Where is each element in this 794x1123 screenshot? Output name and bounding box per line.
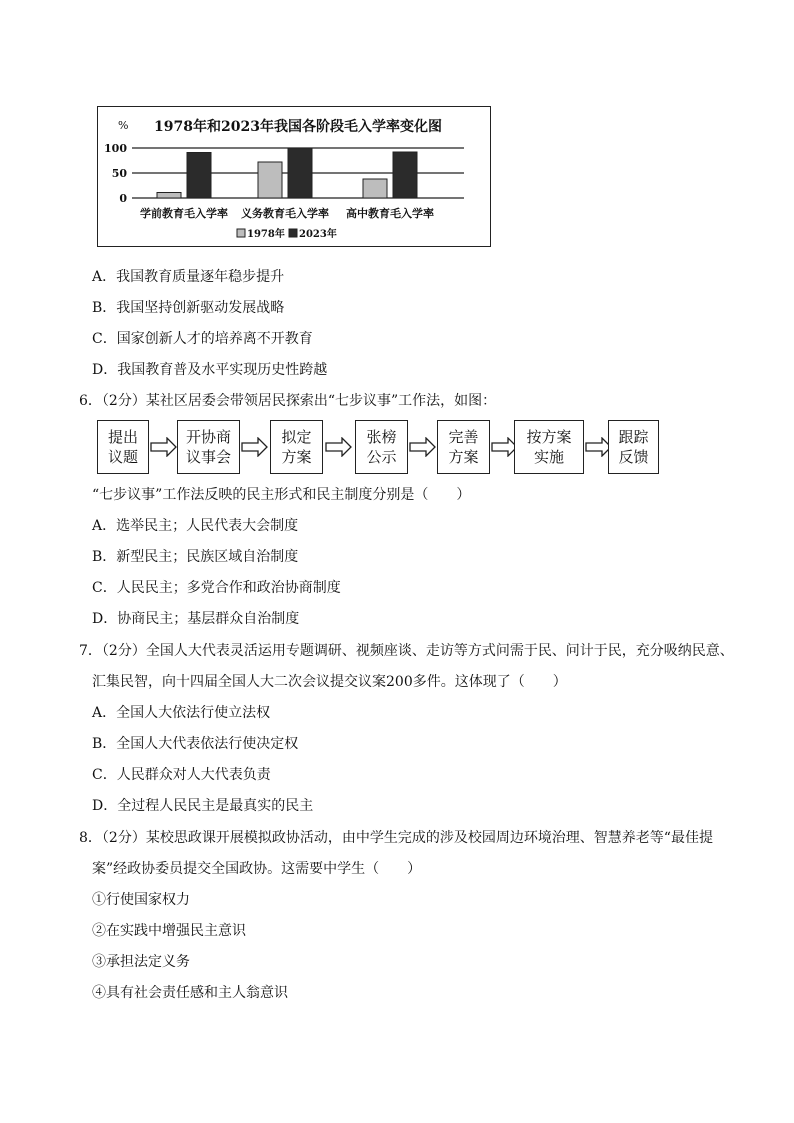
q7-option-a[interactable]: A．全国人大依法行使立法权 [92,705,271,721]
q7-stem-line2: 汇集民智，向十四届全国人大二次会议提交议案200多件。这体现了（ ） [92,674,567,690]
flow-arrow-1 [150,437,177,457]
flow-step-6 [514,420,584,474]
q7-option-c[interactable]: C．人民群众对人大代表负责 [92,767,271,783]
flow-step-5 [437,420,490,474]
flow-step-5-line2: 方案 [448,448,479,466]
flow-step-1-line1: 提出 [107,428,138,446]
bar-1978-2 [258,162,282,198]
q6-option-d[interactable]: D．协商民主；基层群众自治制度 [92,611,300,627]
legend-label: 1978年 [247,229,285,240]
q5-option-a[interactable]: A．我国教育质量逐年稳步提升 [92,269,285,285]
q8-item-3: ③承担法定义务 [92,954,190,970]
chart-title: 1978年和2023年我国各阶段毛入学率变化图 [154,119,442,135]
bar-2023-3 [393,152,417,198]
q7-stem-line1: 7．（2分）全国人大代表灵活运用专题调研、视频座谈、走访等方式问需于民、问计于民，充分吸纳民意、 [79,643,734,659]
flow-step-7 [608,420,659,474]
flow-step-2-line1: 开协商 [185,428,231,446]
flow-step-5-line1: 完善 [448,428,479,446]
bar-2023-2 [288,148,312,198]
q6-question: “七步议事”工作法反映的民主形式和民主制度分别是（ ） [92,487,471,503]
legend-swatch [289,229,297,237]
flow-step-1-line2: 议题 [107,448,138,466]
bar-1978-1 [157,193,181,199]
chart-svg [98,107,492,248]
flow-arrow-4 [409,437,436,457]
x-category-label: 义务教育毛入学率 [241,207,329,220]
q6-option-a[interactable]: A．选举民主；人民代表大会制度 [92,518,299,534]
legend-swatch [237,229,245,237]
legend-label: 2023年 [299,229,337,240]
flow-step-4-line2: 公示 [366,448,397,466]
q5-option-c[interactable]: C．国家创新人才的培养离不开教育 [92,331,313,347]
y-axis-label: % [118,119,129,132]
q6-option-b[interactable]: B．新型民主；民族区域自治制度 [92,549,299,565]
q7-option-b[interactable]: B．全国人大代表依法行使决定权 [92,736,299,752]
q7-option-d[interactable]: D．全过程人民民主是最真实的民主 [92,798,314,814]
bar-2023-1 [187,153,211,199]
flow-step-4-line1: 张榜 [366,428,397,446]
y-tick-label: 100 [104,142,127,155]
enrollment-rate-chart [97,106,491,247]
flow-step-1 [97,420,149,474]
flow-step-3 [270,420,323,474]
flow-step-3-line2: 方案 [281,448,312,466]
flow-step-2-line2: 议事会 [185,448,231,466]
q5-option-b[interactable]: B．我国坚持创新驱动发展战略 [92,300,285,316]
y-tick-label: 0 [119,192,127,205]
x-category-label: 学前教育毛入学率 [140,207,228,220]
flow-step-6-line1: 按方案 [526,428,572,446]
q8-stem-line1: 8．（2分）某校思政课开展模拟政协活动，由中学生完成的涉及校园周边环境治理、智慧养老等“最佳提 [79,830,713,846]
q8-stem-line2: 案”经政协委员提交全国政协。这需要中学生（ ） [92,861,422,877]
flow-arrow-2 [241,437,268,457]
flow-arrow-3 [325,437,352,457]
q6-stem: 6．（2分）某社区居委会带领居民探索出“七步议事”工作法，如图： [79,393,497,409]
q8-item-1: ①行使国家权力 [92,892,190,908]
y-tick-label: 50 [111,167,127,180]
flow-step-4 [355,420,408,474]
bar-1978-3 [363,179,387,198]
q5-option-d[interactable]: D．我国教育普及水平实现历史性跨越 [92,362,328,378]
flow-step-7-line1: 跟踪 [618,428,649,446]
q8-item-4: ④具有社会责任感和主人翁意识 [92,985,288,1001]
flow-step-3-line1: 拟定 [281,428,312,446]
q6-option-c[interactable]: C．人民民主；多党合作和政治协商制度 [92,580,341,596]
flow-step-2 [177,420,240,474]
x-category-label: 高中教育毛入学率 [346,207,434,220]
q8-item-2: ②在实践中增强民主意识 [92,923,246,939]
flow-step-6-line2: 实施 [533,448,564,466]
flow-step-7-line2: 反馈 [618,448,649,466]
